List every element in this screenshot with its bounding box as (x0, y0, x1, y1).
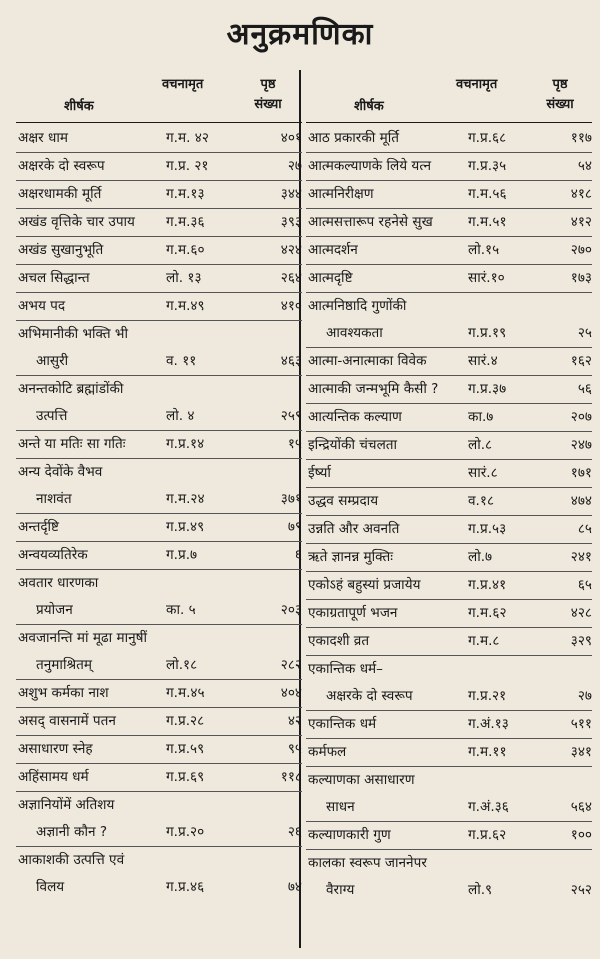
index-entry (16, 181, 302, 209)
entry-title: अक्षरके दो स्वरूप (18, 158, 105, 174)
entry-reference: ग.म.५१ (468, 214, 507, 230)
entry-page-number: १६२ (570, 353, 592, 369)
entry-reference: ग.म.४५ (166, 685, 205, 701)
entry-title: प्रयोजन (36, 602, 73, 618)
index-entry (306, 850, 592, 877)
index-entry (16, 736, 302, 764)
index-entry (16, 431, 302, 459)
index-entry (306, 877, 592, 904)
index-entry (16, 459, 302, 486)
index-entry (16, 265, 302, 293)
entry-title: अचल सिद्धान्त (18, 270, 90, 286)
entry-reference: ग.प्र.४१ (468, 577, 507, 593)
entry-reference: ग.म.१३ (166, 186, 205, 202)
entry-title: आत्माकी जन्मभूमि कैसी ? (308, 381, 439, 397)
header-shirshak: शीर्षक (354, 99, 384, 114)
index-entry (16, 792, 302, 819)
entry-page-number: १७१ (570, 465, 592, 481)
entry-reference: ग.म.४९ (166, 298, 205, 314)
entry-page-number: ४१८ (570, 186, 592, 202)
header-vachanamrut: वचनामृत (162, 77, 204, 92)
index-entry (16, 680, 302, 708)
entry-page-number: ३७१ (280, 491, 302, 507)
entry-reference: ग.प्र.२८ (166, 713, 205, 729)
entry-title: आत्मनिष्ठादि गुणोंकी (308, 298, 407, 314)
index-entry (306, 683, 592, 711)
index-entry (306, 572, 592, 600)
entry-title: आत्मदर्शन (308, 242, 358, 258)
entry-title: उद्धव सम्प्रदाय (308, 493, 379, 509)
entry-reference: ग.प्र.६८ (468, 130, 507, 146)
entry-page-number: २५९ (280, 408, 302, 424)
entry-title: आत्यन्तिक कल्याण (308, 409, 402, 425)
index-entry (16, 597, 302, 625)
entry-title: अज्ञानी कौन ? (36, 824, 108, 840)
entry-page-number: ४७४ (570, 493, 592, 509)
index-entry (306, 348, 592, 376)
entry-title: अन्य देवोंके वैभव (18, 464, 103, 480)
entry-page-number: ८५ (577, 521, 592, 537)
index-entry (306, 432, 592, 460)
index-entry (306, 320, 592, 348)
entry-title: एकाग्रतापूर्ण भजन (308, 605, 398, 621)
entry-title: वैराग्य (326, 882, 355, 898)
index-entry (16, 403, 302, 431)
entry-title: एकान्तिक धर्म– (308, 661, 383, 677)
entry-page-number: ११७ (570, 130, 592, 146)
entry-reference: ग.म.८ (468, 633, 500, 649)
index-entry (306, 265, 592, 293)
entry-title: अहिंसामय धर्म (18, 769, 89, 785)
entry-title: इन्द्रियोंकी चंचलता (308, 437, 398, 453)
index-entry (16, 542, 302, 570)
entry-reference: लो.७ (468, 549, 493, 565)
header-shirshak: शीर्षक (64, 99, 94, 114)
entry-title: तनुमाश्रितम् (36, 657, 92, 673)
entry-page-number: ९५ (287, 741, 302, 757)
entry-page-number: ३२९ (570, 633, 592, 649)
index-entry (16, 321, 302, 348)
entry-reference: लो.९ (468, 882, 493, 898)
right-column-header (306, 70, 592, 123)
entry-reference: ग.प्र.७ (166, 547, 198, 563)
entry-page-number: २६ (287, 824, 302, 840)
entry-title: अन्ते या मतिः सा गतिः (18, 436, 126, 452)
index-entry (306, 125, 592, 153)
entry-page-number: ३४१ (570, 744, 592, 760)
entry-page-number: २५ (577, 325, 592, 341)
index-entry (16, 514, 302, 542)
index-entry (16, 486, 302, 514)
index-entry (306, 404, 592, 432)
entry-title: आकाशकी उत्पत्ति एवं (18, 852, 125, 868)
entry-title: आठ प्रकारकी मूर्ति (308, 130, 400, 146)
entry-title: कल्याणका असाधारण (308, 772, 415, 788)
entry-page-number: ५६ (577, 381, 592, 397)
entry-page-number: ४०१ (280, 130, 302, 146)
entry-title: अभिमानीकी भक्ति भी (18, 326, 128, 342)
entry-title: आत्मा-अनात्माका विवेक (308, 353, 427, 369)
entry-page-number: ४२ (287, 713, 302, 729)
entry-reference: ग.अं.३६ (468, 799, 509, 815)
entry-title: कल्याणकारी गुण (308, 827, 391, 843)
index-entry (306, 739, 592, 767)
index-entry (306, 460, 592, 488)
entry-reference: लो. १३ (166, 270, 202, 286)
entry-reference: का.७ (468, 409, 494, 425)
entry-title: ईर्ष्या (308, 465, 331, 481)
index-entry (306, 516, 592, 544)
entry-page-number: ३९३ (280, 214, 302, 230)
entry-page-number: ४०४ (280, 685, 302, 701)
entry-page-number: ४२४ (280, 242, 302, 258)
entry-page-number: ५४ (577, 158, 592, 174)
entry-page-number: २८२ (280, 657, 302, 673)
index-entry (306, 209, 592, 237)
entry-page-number: १७३ (570, 270, 592, 286)
index-entry (306, 293, 592, 320)
entry-title: आत्मनिरीक्षण (308, 186, 374, 202)
index-entry (306, 822, 592, 850)
entry-title: अशुभ कर्मका नाश (18, 685, 109, 701)
entry-reference: ग.प्र.१९ (468, 325, 507, 341)
entry-title: अभय पद (18, 298, 66, 314)
entry-title: असद् वासनामें पतन (18, 713, 116, 729)
entry-page-number: १५ (287, 436, 302, 452)
entry-page-number: ५६४ (570, 799, 592, 815)
entry-reference: ग.प्र.३७ (468, 381, 507, 397)
entry-reference: ग.प्र.६२ (468, 827, 507, 843)
entry-reference: लो. ४ (166, 408, 195, 424)
entry-reference: ग.प्र.५९ (166, 741, 205, 757)
index-entry (16, 237, 302, 265)
entry-title: अन्वयव्यतिरेक (18, 547, 88, 563)
entry-title: अक्षरके दो स्वरूप (326, 688, 413, 704)
header-sankhya: संख्या (546, 97, 574, 112)
entry-reference: ग.म.६० (166, 242, 205, 258)
left-column-header (16, 70, 302, 123)
header-prishtha: पृष्ठ (260, 77, 276, 92)
entry-reference: ग.प्र.४९ (166, 519, 205, 535)
entry-reference: ग.म.५६ (468, 186, 507, 202)
entry-page-number: २०७ (570, 409, 592, 425)
entry-reference: का. ५ (166, 602, 196, 618)
entry-page-number: २०३ (280, 602, 302, 618)
entry-title: आत्मकल्याणके लिये यत्न (308, 158, 432, 174)
index-entry (16, 625, 302, 652)
entry-page-number: १०० (570, 827, 592, 843)
entry-reference: ग.प्र.५३ (468, 521, 507, 537)
right-column (306, 70, 592, 904)
entry-reference: ग.प्र.२० (166, 824, 205, 840)
index-entry (306, 153, 592, 181)
entry-page-number: २७ (577, 688, 592, 704)
entry-reference: ग.अं.१३ (468, 716, 509, 732)
entry-reference: ग.प्र.२१ (468, 688, 507, 704)
entry-page-number: २४१ (570, 549, 592, 565)
entry-reference: ग.म. ४२ (166, 130, 209, 146)
entry-page-number: ४१० (280, 298, 302, 314)
index-entry (16, 570, 302, 597)
left-index-list (16, 123, 302, 901)
right-index-list (306, 123, 592, 904)
entry-title: अन्तर्दृष्टि (18, 519, 59, 535)
entry-page-number: ४२८ (570, 605, 592, 621)
entry-title: विलय (36, 879, 65, 895)
entry-reference: ग.प्र. २१ (166, 158, 209, 174)
entry-title: नाशवंत (36, 491, 72, 507)
entry-reference: लो.१५ (468, 242, 500, 258)
index-entry (16, 764, 302, 792)
entry-page-number: ४१२ (570, 214, 592, 230)
index-entry (16, 293, 302, 321)
entry-reference: ग.म.२४ (166, 491, 205, 507)
header-sankhya: संख्या (254, 97, 282, 112)
entry-title: एकान्तिक धर्म (308, 716, 377, 732)
index-entry (16, 125, 302, 153)
entry-reference: ग.प्र.३५ (468, 158, 507, 174)
entry-page-number: ७९ (287, 519, 302, 535)
index-entry (16, 819, 302, 847)
entry-reference: सारं.४ (468, 353, 498, 369)
entry-title: आसुरी (36, 353, 69, 369)
index-entry (306, 600, 592, 628)
index-entry (306, 628, 592, 656)
entry-page-number: ३४४ (280, 186, 302, 202)
index-entry (16, 652, 302, 680)
entry-reference: ग.म.३६ (166, 214, 205, 230)
entry-title: अनन्तकोटि ब्रह्मांडोंकी (18, 381, 124, 397)
index-entry (16, 376, 302, 403)
index-entry (16, 708, 302, 736)
entry-title: आत्मदृष्टि (308, 270, 353, 286)
entry-title: कालका स्वरूप जाननेपर (308, 855, 427, 871)
entry-page-number: ४६३ (280, 353, 302, 369)
entry-page-number: २७ (287, 158, 302, 174)
entry-title: उत्पत्ति (36, 408, 68, 424)
index-entry (306, 376, 592, 404)
entry-page-number: २७० (570, 242, 592, 258)
entry-reference: ग.म.११ (468, 744, 507, 760)
entry-reference: सारं.१० (468, 270, 505, 286)
index-entry (16, 847, 302, 874)
index-entry (306, 488, 592, 516)
index-entry (306, 181, 592, 209)
entry-reference: व. ११ (166, 353, 197, 369)
index-entry (306, 767, 592, 794)
entry-page-number: २५२ (570, 882, 592, 898)
index-entry (16, 153, 302, 181)
entry-title: अवतार धारणका (18, 575, 99, 591)
page-title: अनुक्रमणिका (226, 17, 374, 52)
entry-title: उन्नति और अवनति (308, 521, 400, 537)
entry-page-number: ६५ (577, 577, 592, 593)
entry-reference: ग.प्र.४६ (166, 879, 205, 895)
entry-title: एकादशी व्रत (308, 633, 370, 649)
index-entry (306, 794, 592, 822)
entry-title: अखंड वृत्तिके चार उपाय (18, 214, 135, 230)
entry-reference: ग.प्र.६९ (166, 769, 205, 785)
entry-page-number: ५११ (570, 716, 592, 732)
entry-reference: लो.८ (468, 437, 493, 453)
entry-title: अखंड सुखानुभूति (18, 242, 104, 258)
entry-page-number: २६४ (280, 270, 302, 286)
index-entry (16, 209, 302, 237)
entry-title: असाधारण स्नेह (18, 741, 93, 757)
header-vachanamrut: वचनामृत (456, 77, 498, 92)
entry-title: ऋते ज्ञानन्न मुक्तिः (308, 549, 393, 565)
entry-title: अज्ञानियोंमें अतिशय (18, 797, 115, 813)
entry-page-number: २४७ (570, 437, 592, 453)
index-entry (16, 348, 302, 376)
entry-title: आत्मसत्तारूप रहनेसे सुख (308, 214, 433, 230)
entry-reference: सारं.८ (468, 465, 498, 481)
index-entry (306, 711, 592, 739)
index-entry (306, 237, 592, 265)
entry-reference: ग.म.६२ (468, 605, 507, 621)
entry-title: एकोऽहं बहुस्यां प्रजायेय (308, 577, 421, 593)
index-entry (306, 656, 592, 683)
entry-reference: लो.१८ (166, 657, 198, 673)
entry-title: साधन (326, 799, 355, 815)
index-entry (306, 544, 592, 572)
entry-title: अक्षरधामकी मूर्ति (18, 186, 102, 202)
entry-title: कर्मफल (308, 744, 347, 760)
entry-page-number: ११८ (280, 769, 302, 785)
entry-title: आवश्यकता (326, 325, 383, 341)
entry-page-number: ७४ (287, 879, 302, 895)
entry-reference: ग.प्र.१४ (166, 436, 205, 452)
entry-title: अक्षर धाम (18, 130, 69, 146)
entry-page-number: ६ (294, 547, 302, 563)
header-prishtha: पृष्ठ (552, 77, 568, 92)
entry-title: अवजानन्ति मां मूढा मानुषीं (18, 630, 148, 646)
index-entry (16, 874, 302, 901)
left-column (16, 70, 302, 901)
entry-reference: व.१८ (468, 493, 495, 509)
